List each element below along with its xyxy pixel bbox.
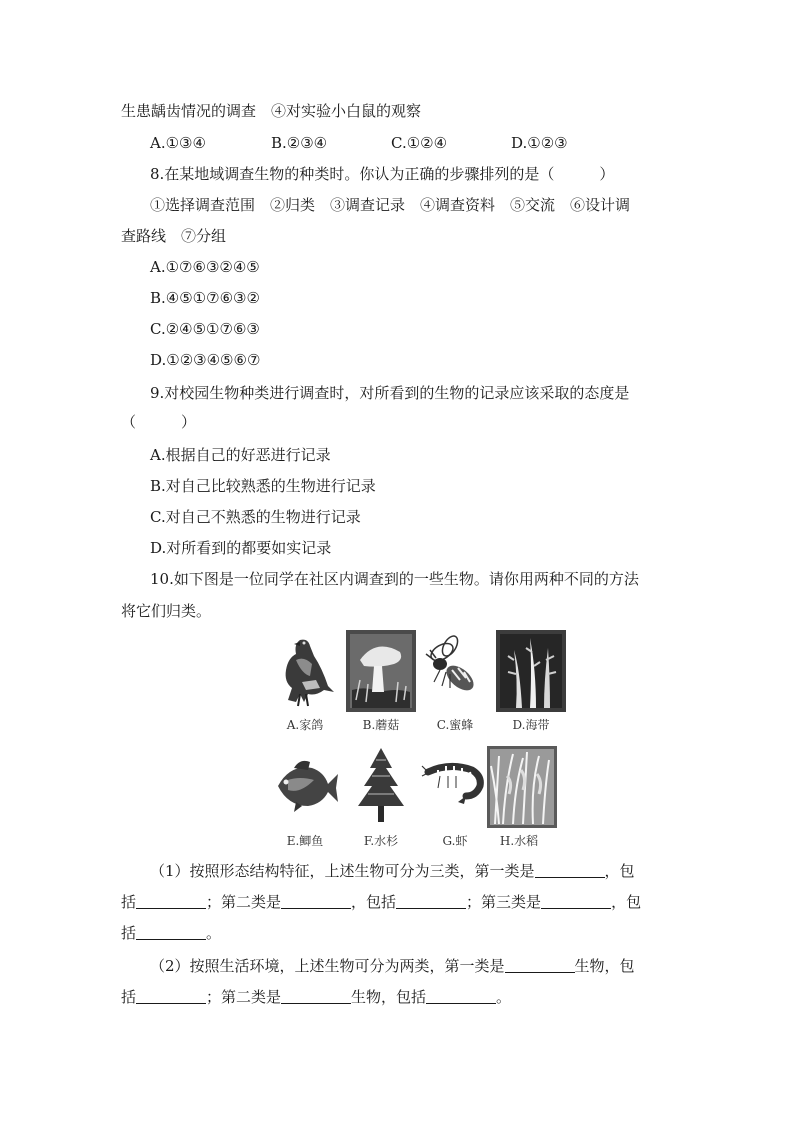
sub1-text-2: ，包 bbox=[604, 862, 635, 880]
q10-sub2-line1 bbox=[150, 956, 635, 976]
answer-blank-8[interactable] bbox=[136, 987, 206, 1004]
q9-stem-line2: （ ） bbox=[121, 413, 197, 431]
crucian-carp-image bbox=[270, 746, 340, 828]
sub1-text-4: ；第二类是 bbox=[206, 893, 282, 911]
bee-image bbox=[420, 630, 490, 712]
q10-stem-line1: 10.如下图是一位同学在社区内调查到的一些生物。请你用两种不同的方法 bbox=[150, 570, 639, 588]
caption-g: G.虾 bbox=[442, 834, 468, 848]
sub1-text-6: ；第三类是 bbox=[466, 893, 542, 911]
answer-blank-2[interactable] bbox=[136, 892, 206, 909]
sub1-text-7: ，包 bbox=[611, 893, 642, 911]
q8-option-d: D.①②③④⑤⑥⑦ bbox=[150, 351, 261, 369]
q8-stem: 8.在某地域调查生物的种类时。你认为正确的步骤排列的是（ ） bbox=[150, 165, 615, 183]
sub2-text-2: 生物，包 bbox=[574, 957, 635, 975]
caption-a: A.家鸽 bbox=[286, 718, 324, 732]
prev-question-tail: 生患龋齿情况的调查 ④对实验小白鼠的观察 bbox=[121, 102, 422, 120]
q8-items-line1: ①选择调查范围 ②归类 ③调查记录 ④调查资料 ⑤交流 ⑥设计调 bbox=[150, 196, 631, 214]
prev-option-a: A.①③④ bbox=[150, 134, 206, 152]
answer-blank-4[interactable] bbox=[396, 892, 466, 909]
organisms-figure bbox=[270, 630, 570, 850]
kelp-image bbox=[496, 630, 566, 712]
sub1-text-9: 。 bbox=[206, 924, 222, 942]
sub2-text-4: ；第二类是 bbox=[206, 988, 282, 1006]
q10-sub1-line1 bbox=[150, 861, 635, 881]
q10-sub2-line2 bbox=[121, 987, 511, 1007]
prev-option-d: D.①②③ bbox=[511, 134, 568, 152]
sub1-text-3: 括 bbox=[121, 893, 137, 911]
answer-blank-10[interactable] bbox=[426, 987, 496, 1004]
q8-items-line2: 查路线 ⑦分组 bbox=[121, 227, 227, 245]
prev-option-c: C.①②④ bbox=[391, 134, 448, 152]
caption-e: E.鲫鱼 bbox=[286, 834, 324, 848]
sub2-text-6: 。 bbox=[496, 988, 512, 1006]
dawn-redwood-image bbox=[346, 746, 416, 828]
sub2-text-3: 括 bbox=[121, 988, 137, 1006]
q10-sub1-line3 bbox=[121, 923, 221, 943]
rice-image bbox=[484, 746, 560, 828]
sub2-text-1: （2）按照生活环境，上述生物可分为两类，第一类是 bbox=[150, 957, 505, 975]
q9-option-d: D.对所看到的都要如实记录 bbox=[150, 539, 332, 557]
q9-option-c: C.对自己不熟悉的生物进行记录 bbox=[150, 508, 361, 526]
q8-option-b: B.④⑤①⑦⑥③② bbox=[150, 289, 260, 307]
mushroom-image bbox=[346, 630, 416, 712]
answer-blank-9[interactable] bbox=[281, 987, 351, 1004]
q9-option-b: B.对自己比较熟悉的生物进行记录 bbox=[150, 477, 376, 495]
answer-blank-7[interactable] bbox=[505, 956, 575, 973]
q10-sub1-line2 bbox=[121, 892, 641, 912]
q10-stem-line2: 将它们归类。 bbox=[121, 602, 212, 620]
q9-stem-line1: 9.对校园生物种类进行调查时，对所看到的生物的记录应该采取的态度是 bbox=[150, 384, 630, 402]
q9-option-a: A.根据自己的好恶进行记录 bbox=[150, 446, 331, 464]
sub1-text-8: 括 bbox=[121, 924, 137, 942]
q8-option-c: C.②④⑤①⑦⑥③ bbox=[150, 320, 260, 338]
caption-b: B.蘑菇 bbox=[362, 718, 400, 732]
shrimp-image bbox=[420, 746, 490, 828]
caption-f: F.水杉 bbox=[363, 834, 399, 848]
sub2-text-5: 生物，包括 bbox=[351, 988, 427, 1006]
caption-d: D.海带 bbox=[512, 718, 550, 732]
q8-option-a: A.①⑦⑥③②④⑤ bbox=[150, 258, 260, 276]
caption-c: C.蜜蜂 bbox=[436, 718, 474, 732]
sub1-text-1: （1）按照形态结构特征，上述生物可分为三类，第一类是 bbox=[150, 862, 535, 880]
answer-blank-5[interactable] bbox=[541, 892, 611, 909]
caption-h: H.水稻 bbox=[499, 834, 539, 848]
answer-blank-1[interactable] bbox=[535, 861, 605, 878]
prev-option-b: B.②③④ bbox=[271, 134, 328, 152]
answer-blank-6[interactable] bbox=[136, 923, 206, 940]
sub1-text-5: ，包括 bbox=[351, 893, 397, 911]
answer-blank-3[interactable] bbox=[281, 892, 351, 909]
pigeon-image bbox=[270, 630, 340, 712]
